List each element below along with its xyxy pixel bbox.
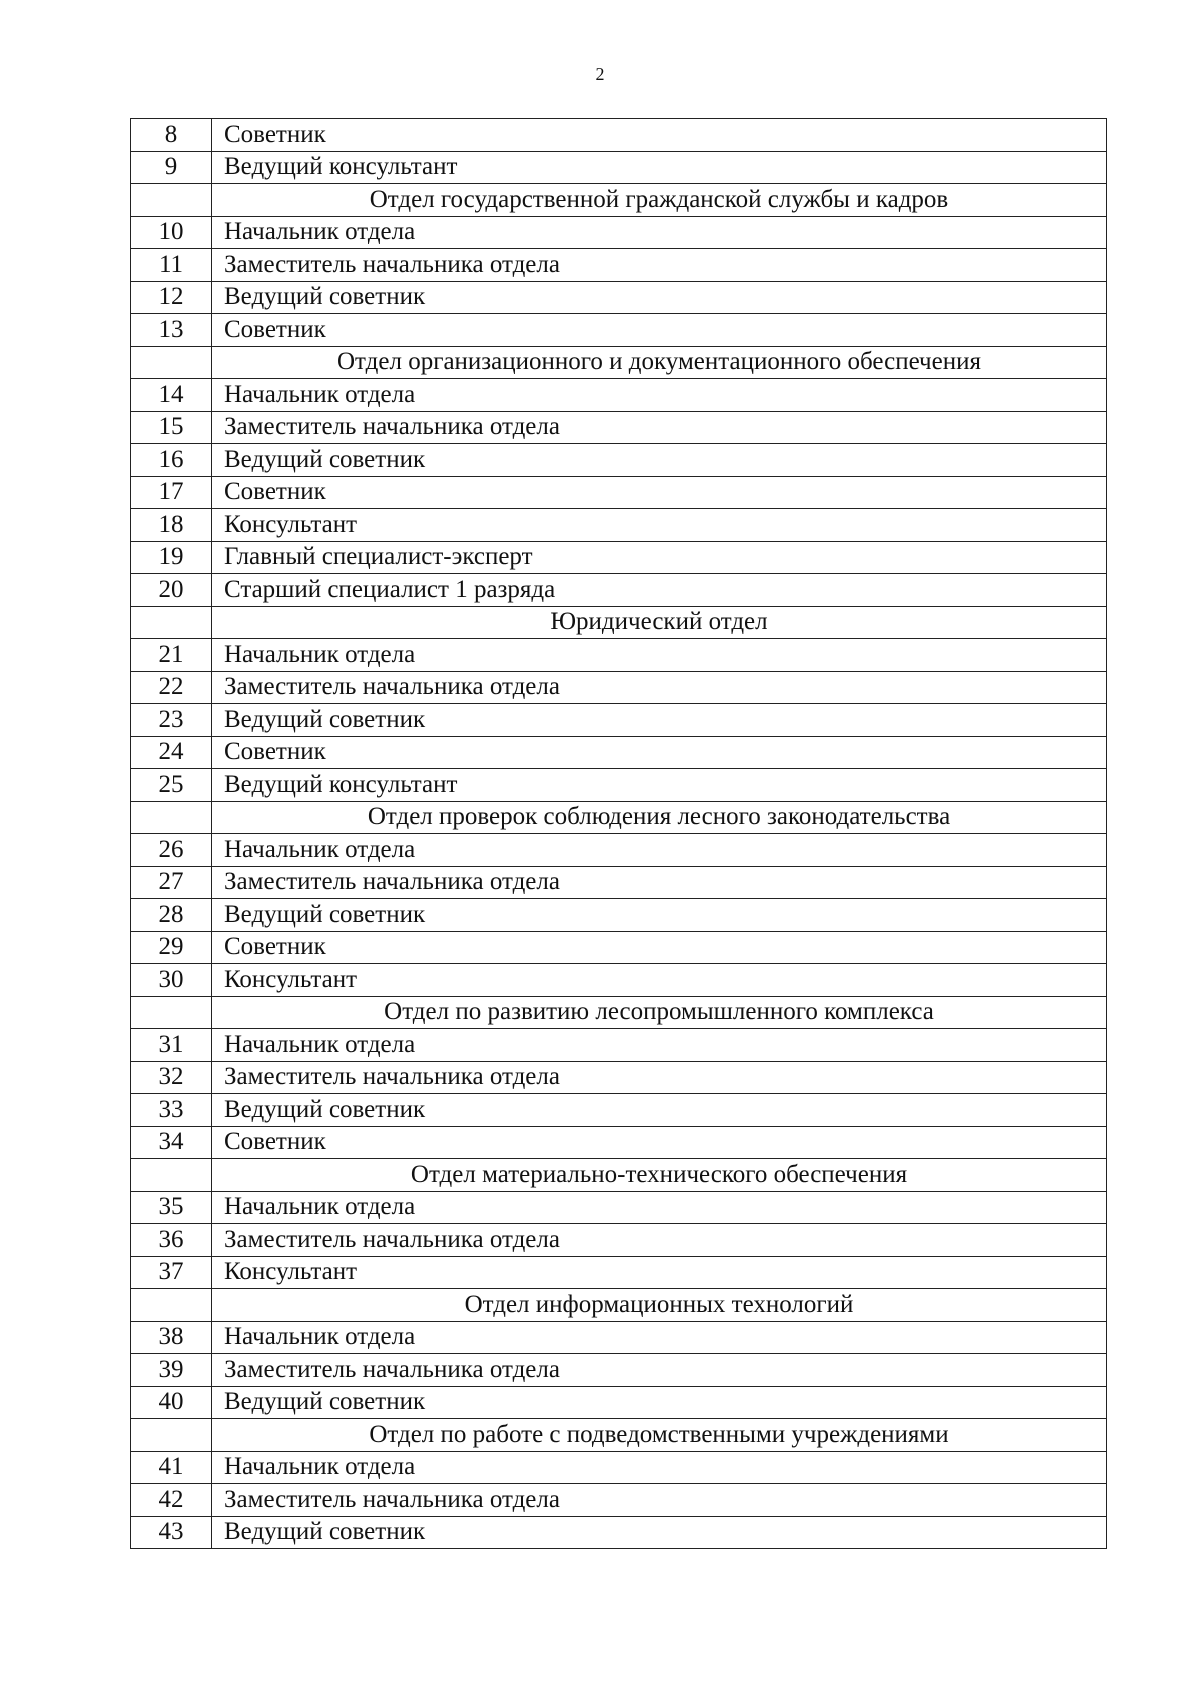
- row-number: 13: [131, 314, 212, 347]
- table-row: [131, 541, 1107, 574]
- row-number: 14: [131, 379, 212, 412]
- section-header-row: [131, 346, 1107, 379]
- table-row: [131, 834, 1107, 867]
- section-header-row: [131, 1289, 1107, 1322]
- position-title: Начальник отдела: [212, 379, 1107, 412]
- table-row: [131, 216, 1107, 249]
- department-name: Отдел по развитию лесопромышленного комплекса: [212, 996, 1107, 1029]
- position-title: Заместитель начальника отдела: [212, 671, 1107, 704]
- row-number: 41: [131, 1451, 212, 1484]
- table-row: [131, 1451, 1107, 1484]
- row-number: 37: [131, 1256, 212, 1289]
- position-title: Ведущий советник: [212, 899, 1107, 932]
- department-name: Отдел материально-технического обеспечения: [212, 1159, 1107, 1192]
- position-title: Начальник отдела: [212, 639, 1107, 672]
- table-row: [131, 931, 1107, 964]
- row-number: [131, 606, 212, 639]
- page-number: 2: [595, 64, 605, 84]
- position-title: Советник: [212, 119, 1107, 152]
- row-number: [131, 1159, 212, 1192]
- position-title: Ведущий советник: [212, 281, 1107, 314]
- row-number: 18: [131, 509, 212, 542]
- row-number: 43: [131, 1516, 212, 1549]
- table-row: [131, 509, 1107, 542]
- row-number: 10: [131, 216, 212, 249]
- row-number: 29: [131, 931, 212, 964]
- table-row: [131, 1224, 1107, 1257]
- row-number: 12: [131, 281, 212, 314]
- position-title: Заместитель начальника отдела: [212, 1224, 1107, 1257]
- position-title: Начальник отдела: [212, 1191, 1107, 1224]
- row-number: 35: [131, 1191, 212, 1224]
- section-header-row: [131, 1159, 1107, 1192]
- position-title: Заместитель начальника отдела: [212, 1061, 1107, 1094]
- row-number: 21: [131, 639, 212, 672]
- table-row: [131, 1484, 1107, 1517]
- row-number: 24: [131, 736, 212, 769]
- table-row: [131, 639, 1107, 672]
- row-number: 26: [131, 834, 212, 867]
- department-name: Отдел государственной гражданской службы и кадров: [212, 184, 1107, 217]
- table-row: [131, 411, 1107, 444]
- section-header-row: [131, 606, 1107, 639]
- table-row: [131, 1061, 1107, 1094]
- position-title: Ведущий консультант: [212, 151, 1107, 184]
- position-title: Начальник отдела: [212, 1451, 1107, 1484]
- position-title: Ведущий советник: [212, 1516, 1107, 1549]
- position-title: Начальник отдела: [212, 1321, 1107, 1354]
- table-row: [131, 379, 1107, 412]
- position-title: Заместитель начальника отдела: [212, 411, 1107, 444]
- row-number: 8: [131, 119, 212, 152]
- table-row: [131, 476, 1107, 509]
- table-row: [131, 964, 1107, 997]
- section-header-row: [131, 996, 1107, 1029]
- position-title: Советник: [212, 1126, 1107, 1159]
- department-name: Отдел информационных технологий: [212, 1289, 1107, 1322]
- position-title: Начальник отдела: [212, 834, 1107, 867]
- table-row: [131, 1516, 1107, 1549]
- table-row: [131, 704, 1107, 737]
- table-row: [131, 1256, 1107, 1289]
- row-number: 33: [131, 1094, 212, 1127]
- table-row: [131, 1191, 1107, 1224]
- table-row: [131, 736, 1107, 769]
- row-number: 32: [131, 1061, 212, 1094]
- position-title: Старший специалист 1 разряда: [212, 574, 1107, 607]
- position-title: Ведущий советник: [212, 444, 1107, 477]
- row-number: 28: [131, 899, 212, 932]
- department-name: Юридический отдел: [212, 606, 1107, 639]
- position-title: Ведущий советник: [212, 704, 1107, 737]
- row-number: 34: [131, 1126, 212, 1159]
- table-row: [131, 151, 1107, 184]
- row-number: 17: [131, 476, 212, 509]
- section-header-row: [131, 801, 1107, 834]
- row-number: 30: [131, 964, 212, 997]
- row-number: 25: [131, 769, 212, 802]
- position-title: Заместитель начальника отдела: [212, 866, 1107, 899]
- row-number: 9: [131, 151, 212, 184]
- department-name: Отдел проверок соблюдения лесного законодательства: [212, 801, 1107, 834]
- row-number: 11: [131, 249, 212, 282]
- position-title: Начальник отдела: [212, 1029, 1107, 1062]
- table-row: [131, 314, 1107, 347]
- table-row: [131, 1126, 1107, 1159]
- row-number: 15: [131, 411, 212, 444]
- position-title: Ведущий советник: [212, 1386, 1107, 1419]
- positions-table-body: [131, 119, 1107, 1549]
- department-name: Отдел организационного и документационного обеспечения: [212, 346, 1107, 379]
- position-title: Заместитель начальника отдела: [212, 249, 1107, 282]
- table-row: [131, 1094, 1107, 1127]
- section-header-row: [131, 184, 1107, 217]
- table-row: [131, 1354, 1107, 1387]
- table-row: [131, 574, 1107, 607]
- position-title: Советник: [212, 931, 1107, 964]
- table-row: [131, 1386, 1107, 1419]
- table-row: [131, 444, 1107, 477]
- position-title: Советник: [212, 736, 1107, 769]
- row-number: [131, 996, 212, 1029]
- position-title: Заместитель начальника отдела: [212, 1484, 1107, 1517]
- section-header-row: [131, 1419, 1107, 1452]
- row-number: 40: [131, 1386, 212, 1419]
- row-number: 31: [131, 1029, 212, 1062]
- row-number: [131, 184, 212, 217]
- position-title: Ведущий консультант: [212, 769, 1107, 802]
- row-number: [131, 346, 212, 379]
- position-title: Главный специалист-эксперт: [212, 541, 1107, 574]
- row-number: 20: [131, 574, 212, 607]
- row-number: 39: [131, 1354, 212, 1387]
- row-number: [131, 1289, 212, 1322]
- positions-table: [130, 118, 1107, 1549]
- table-row: [131, 1321, 1107, 1354]
- table-row: [131, 249, 1107, 282]
- position-title: Консультант: [212, 509, 1107, 542]
- row-number: 42: [131, 1484, 212, 1517]
- row-number: 16: [131, 444, 212, 477]
- row-number: 19: [131, 541, 212, 574]
- table-row: [131, 1029, 1107, 1062]
- row-number: 27: [131, 866, 212, 899]
- row-number: 38: [131, 1321, 212, 1354]
- row-number: [131, 801, 212, 834]
- table-row: [131, 866, 1107, 899]
- position-title: Консультант: [212, 964, 1107, 997]
- department-name: Отдел по работе с подведомственными учреждениями: [212, 1419, 1107, 1452]
- table-row: [131, 671, 1107, 704]
- row-number: 23: [131, 704, 212, 737]
- table-row: [131, 899, 1107, 932]
- row-number: 36: [131, 1224, 212, 1257]
- row-number: 22: [131, 671, 212, 704]
- position-title: Заместитель начальника отдела: [212, 1354, 1107, 1387]
- position-title: Консультант: [212, 1256, 1107, 1289]
- position-title: Ведущий советник: [212, 1094, 1107, 1127]
- table-row: [131, 769, 1107, 802]
- position-title: Начальник отдела: [212, 216, 1107, 249]
- table-row: [131, 281, 1107, 314]
- row-number: [131, 1419, 212, 1452]
- position-title: Советник: [212, 314, 1107, 347]
- table-row: [131, 119, 1107, 152]
- position-title: Советник: [212, 476, 1107, 509]
